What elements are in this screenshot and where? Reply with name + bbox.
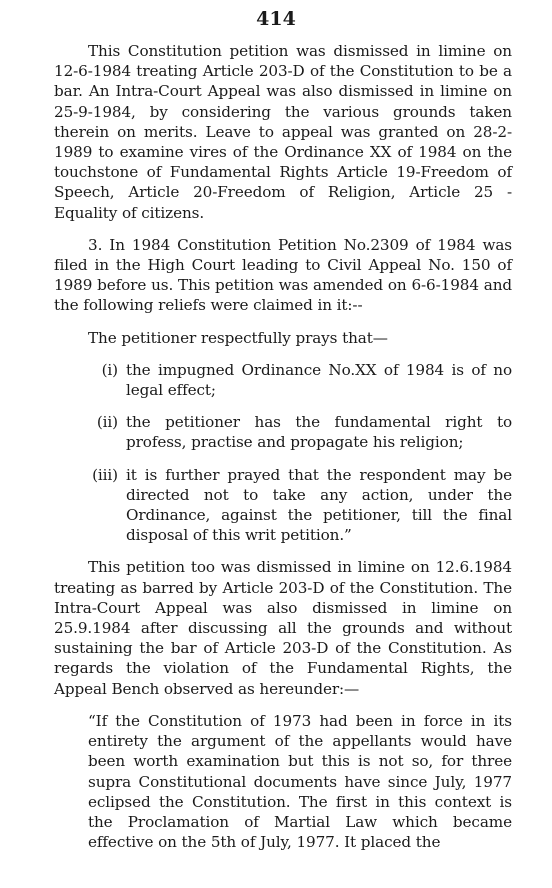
prayer-number: (ii) xyxy=(96,413,118,432)
prayer-item-ii xyxy=(54,412,512,452)
body-text xyxy=(54,41,512,852)
paragraph-petition-dismissed: This Constitution petition was dismissed in limine on 12-6-1984 treating Article 203-D of the Constitution to be a bar. An Intra-Court Appeal was also dismissed in limine on 25-9-1984, by considering the various grounds taken therein on merits. Leave to appeal was granted on 28-2-1989 to examine vires of the Ordinance XX of 1984 on the touchstone of Fundamental Rights Article 19-Freedom of Speech, Article 20-Freedom of Religion, Article 25 - Equality of citizens. xyxy=(54,42,512,222)
prayer-text: it is further prayed that the respondent may be directed not to take any action, under the Ordinance, against the petitioner, till the final disposal of this writ petition.” xyxy=(126,465,512,545)
prayer-text: the impugned Ordinance No.XX of 1984 is of no legal effect; xyxy=(126,360,512,400)
paragraph-petition-too-dismissed: This petition too was dismissed in limine on 12.6.1984 treating as barred by Article 203-D of the Constitution. The Intra-Court Appeal was also dismissed in limine on 25.9.1984 after discussing all the grounds and without sustaining the bar of Article 203-D of the Constitution. As regards the violation of the Fundamental Rights, the Appeal Bench observed as hereunder:— xyxy=(54,558,512,698)
prayer-item-iii xyxy=(54,465,512,546)
quoted-observation: “If the Constitution of 1973 had been in force in its entirety the argument of the appellants would have been worth examination but this is not so, for three supra Constitutional documents have since July, 1977 eclipsed the Constitution. The first in this context is the Proclamation of Martial Law which became effective on the 5th of July, 1977. It placed the xyxy=(88,711,512,852)
page-number: 414 xyxy=(256,8,296,30)
prayer-number: (iii) xyxy=(92,465,118,484)
prayer-item-i xyxy=(54,360,512,400)
prayer-number: (i) xyxy=(101,360,118,379)
paragraph-prays-that: The petitioner respectfully prays that— xyxy=(88,328,388,347)
prayer-text: the petitioner has the fundamental right to profess, practise and propagate his religion; xyxy=(126,413,512,452)
paragraph-constitution-petition-2309: 3. In 1984 Constitution Petition No.2309 of 1984 was filed in the High Court leading to Civil Appeal No. 150 of 1989 before us. This petition was amended on 6-6-1984 and the following reliefs were claimed in it:-- xyxy=(54,235,512,315)
